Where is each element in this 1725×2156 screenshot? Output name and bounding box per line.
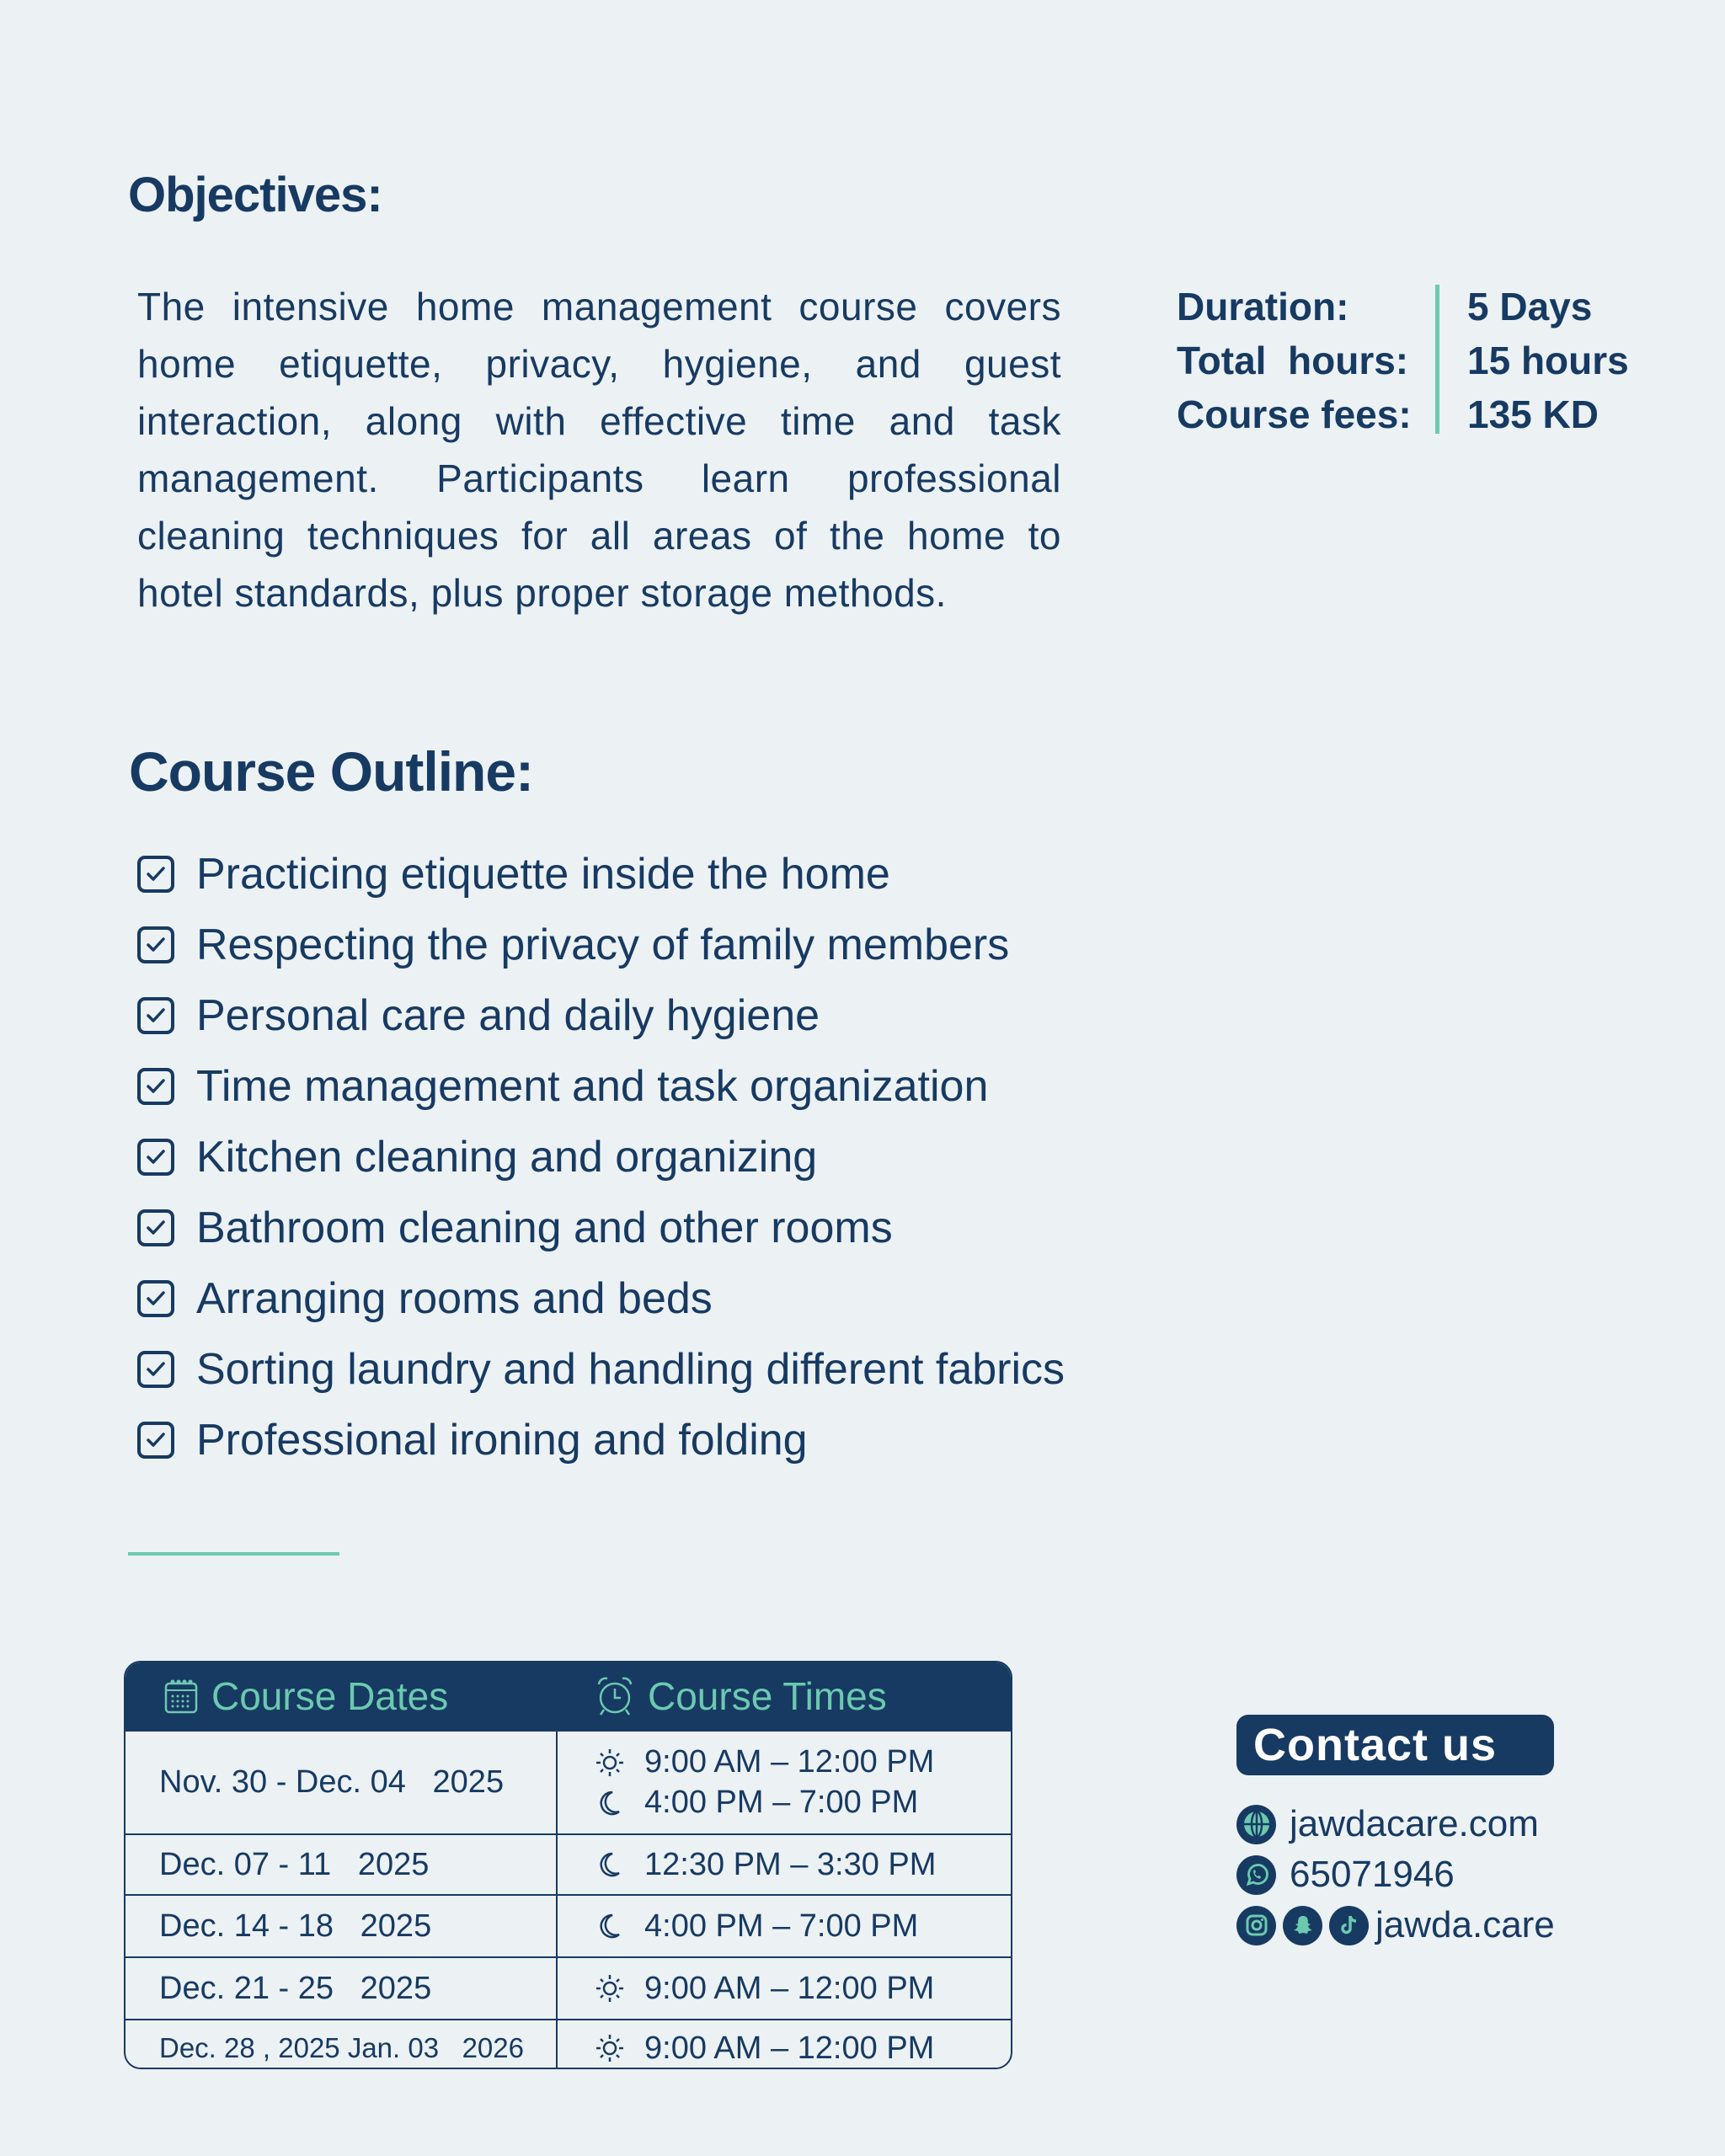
outline-item-text: Professional ironing and folding (196, 1416, 808, 1465)
schedule-table (124, 1661, 1012, 2069)
outline-item (137, 980, 1065, 1051)
moon-icon (595, 1789, 624, 1817)
divider (128, 1552, 339, 1556)
contact-social[interactable] (1236, 1904, 1555, 1946)
contact-us-badge: Contact us (1236, 1715, 1554, 1775)
time-slot (595, 1844, 936, 1885)
phone-number[interactable]: 65071946 (1290, 1854, 1455, 1895)
time-text: 9:00 AM – 12:00 PM (644, 1744, 935, 1780)
contact-website[interactable] (1236, 1803, 1539, 1845)
course-times (558, 1896, 918, 1956)
time-slot (595, 1906, 918, 1946)
sun-icon (595, 1748, 624, 1777)
time-slot (595, 1742, 934, 1783)
checkbox-checked-icon (137, 926, 174, 963)
outline-item (137, 1122, 1065, 1193)
outline-item (137, 1334, 1065, 1405)
course-date: Dec. 14 - 18 2025 (126, 1896, 558, 1956)
objectives-heading: Objectives: (128, 168, 382, 222)
time-text: 9:00 AM – 12:00 PM (644, 2030, 935, 2066)
info-row (1177, 387, 1629, 441)
checkbox-checked-icon (137, 1139, 174, 1176)
outline-item-text: Sorting laundry and handling different fabrics (196, 1345, 1065, 1394)
course-outline-heading: Course Outline: (129, 740, 534, 803)
moon-icon (595, 1912, 624, 1940)
info-value: 135 KD (1467, 392, 1599, 436)
course-date: Dec. 21 - 25 2025 (126, 1958, 558, 2019)
instagram-icon[interactable] (1236, 1906, 1276, 1945)
outline-item (137, 910, 1065, 980)
table-row (126, 2019, 1011, 2069)
outline-item (137, 1193, 1065, 1263)
course-times (558, 2020, 934, 2069)
tiktok-icon[interactable] (1329, 1906, 1369, 1945)
sun-icon (595, 2034, 624, 2063)
time-text: 4:00 PM – 7:00 PM (644, 1908, 919, 1944)
table-row (126, 1730, 1011, 1833)
course-times (558, 1732, 934, 1833)
checkbox-checked-icon (137, 1209, 174, 1246)
calendar-icon (164, 1678, 198, 1714)
info-label: Course fees: (1177, 392, 1412, 436)
outline-item-text: Bathroom cleaning and other rooms (196, 1203, 893, 1252)
checkbox-checked-icon (137, 856, 174, 893)
outline-item-text: Time management and task organization (196, 1062, 989, 1111)
outline-item-text: Practicing etiquette inside the home (196, 850, 890, 899)
outline-item-text: Arranging rooms and beds (196, 1274, 713, 1323)
outline-item (137, 1263, 1065, 1334)
table-row (126, 1833, 1011, 1894)
table-row (126, 1894, 1011, 1956)
globe-icon (1236, 1805, 1276, 1844)
info-value: 5 Days (1467, 285, 1593, 328)
moon-icon (595, 1850, 624, 1879)
checkbox-checked-icon (137, 997, 174, 1034)
contact-phone[interactable] (1236, 1854, 1455, 1896)
outline-item (137, 1051, 1065, 1122)
time-text: 9:00 AM – 12:00 PM (644, 1970, 935, 2006)
dates-header-label: Course Dates (211, 1674, 449, 1718)
outline-item-text: Kitchen cleaning and organizing (196, 1133, 818, 1182)
checkbox-checked-icon (137, 1280, 174, 1317)
times-header (558, 1662, 887, 1730)
time-slot (595, 2028, 934, 2068)
alarm-clock-icon (595, 1676, 634, 1716)
checkbox-checked-icon (137, 1422, 174, 1459)
whatsapp-icon (1236, 1855, 1276, 1895)
outline-item (137, 1405, 1065, 1476)
objectives-text: The intensive home management course covers home etiquette, privacy, hygiene, and guest interaction, along with effective time and task management. Participants learn professional cleaning techniques for all areas of the home to hotel standards, plus proper storage methods. (137, 285, 1061, 615)
info-label: Total hours: (1177, 339, 1409, 382)
info-row (1177, 334, 1629, 387)
outline-item-text: Personal care and daily hygiene (196, 991, 820, 1040)
times-header-label: Course Times (648, 1674, 887, 1718)
checkbox-checked-icon (137, 1068, 174, 1105)
outline-item (137, 839, 1065, 910)
course-date: Nov. 30 - Dec. 04 2025 (126, 1732, 558, 1833)
outline-item-text: Respecting the privacy of family members (196, 921, 1010, 969)
info-label: Duration: (1177, 285, 1349, 328)
dates-header (126, 1662, 558, 1730)
course-info (1177, 280, 1629, 441)
checkbox-checked-icon (137, 1351, 174, 1388)
time-text: 4:00 PM – 7:00 PM (644, 1785, 919, 1820)
sun-icon (595, 1974, 624, 2003)
course-times (558, 1835, 936, 1894)
table-row (126, 1956, 1011, 2019)
info-divider (1435, 285, 1439, 434)
time-slot (595, 1968, 934, 2009)
time-slot (595, 1783, 934, 1823)
social-handle[interactable]: jawda.care (1375, 1904, 1555, 1945)
course-times (558, 1958, 934, 2019)
table-body (126, 1730, 1011, 2069)
snapchat-icon[interactable] (1283, 1906, 1322, 1945)
info-value: 15 hours (1467, 339, 1629, 382)
course-date: Dec. 07 - 11 2025 (126, 1835, 558, 1894)
website-link[interactable]: jawdacare.com (1290, 1803, 1539, 1844)
time-text: 12:30 PM – 3:30 PM (644, 1846, 937, 1882)
info-row (1177, 280, 1629, 334)
course-outline-list (137, 839, 1065, 1476)
table-header (126, 1662, 1011, 1730)
course-date: Dec. 28 , 2025 Jan. 03 2026 (126, 2020, 558, 2069)
